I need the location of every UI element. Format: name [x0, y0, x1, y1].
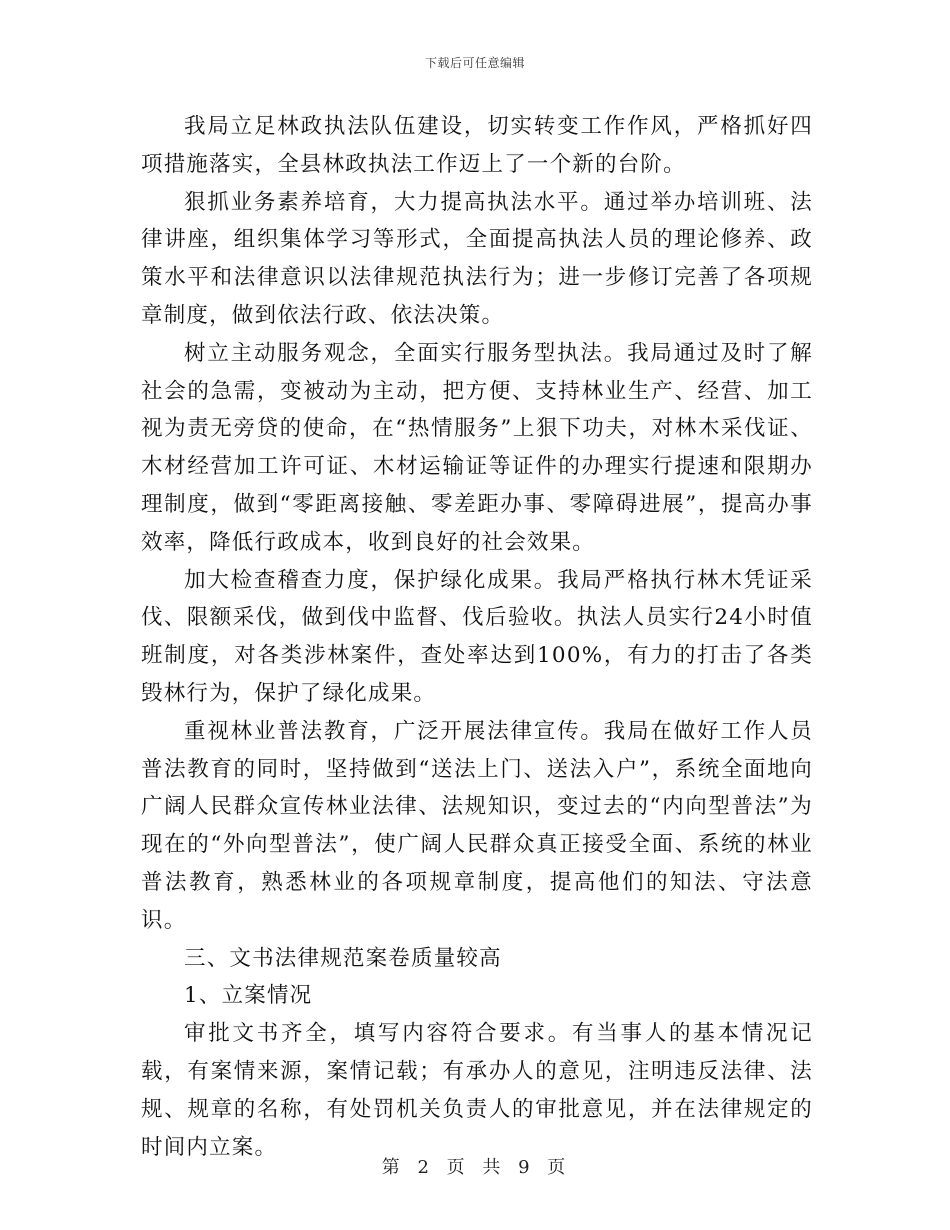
subsection-heading: 1、立案情况: [184, 983, 313, 1009]
paragraph-4: 加大检查稽查力度，保护绿化成果。我局严格执行林木凭证采伐、限额采伐，做到伐中监督、伐后验收。执法人员实行24小时值班制度，对各类涉林案件，查处率达到100%，有力的打击了各类毁林行为，保护了绿化成果。: [141, 567, 813, 706]
document-body: [141, 108, 813, 1166]
paragraph-6: 审批文书齐全，填写内容符合要求。有当事人的基本情况记载，有案情来源，案情记载；有承办人的意见，注明违反法律、法规、规章的名称，有处罚机关负责人的审批意见，并在法律规定的时间内立案。: [141, 1021, 813, 1160]
section-heading: 三、文书法律规范案卷质量较高: [184, 945, 502, 971]
paragraph-2: 狠抓业务素养培育，大力提高执法水平。通过举办培训班、法律讲座，组织集体学习等形式，全面提高执法人员的理论修养、政策水平和法律意识以法律规范执法行为；进一步修订完善了各项规章制度，做到依法行政、依法决策。: [141, 189, 813, 328]
page-number: 第 2 页 共 9 页: [381, 1157, 569, 1178]
paragraph-1: 我局立足林政执法队伍建设，切实转变工作作风，严格抓好四项措施落实，全县林政执法工作迈上了一个新的台阶。: [141, 114, 813, 177]
paragraph-5: 重视林业普法教育，广泛开展法律宣传。我局在做好工作人员普法教育的同时，坚持做到“送法上门、送法入户”，系统全面地向广阔人民群众宣传林业法律、法规知识，变过去的“内向型普法”为现在的“外向型普法”，使广阔人民群众真正接受全面、系统的林业普法教育，熟悉林业的各项规章制度，提高他们的知法、守法意识。: [141, 718, 813, 933]
paragraph-3: 树立主动服务观念，全面实行服务型执法。我局通过及时了解社会的急需，变被动为主动，把方便、支持林业生产、经营、加工视为责无旁贷的使命，在“热情服务”上狠下功夫，对林木采伐证、木材经营加工许可证、木材运输证等证件的办理实行提速和限期办理制度，做到“零距离接触、零差距办事、零障碍进展”，提高办事效率，降低行政成本，收到良好的社会效果。: [141, 340, 813, 555]
page-header: 下载后可任意编辑: [424, 56, 525, 70]
